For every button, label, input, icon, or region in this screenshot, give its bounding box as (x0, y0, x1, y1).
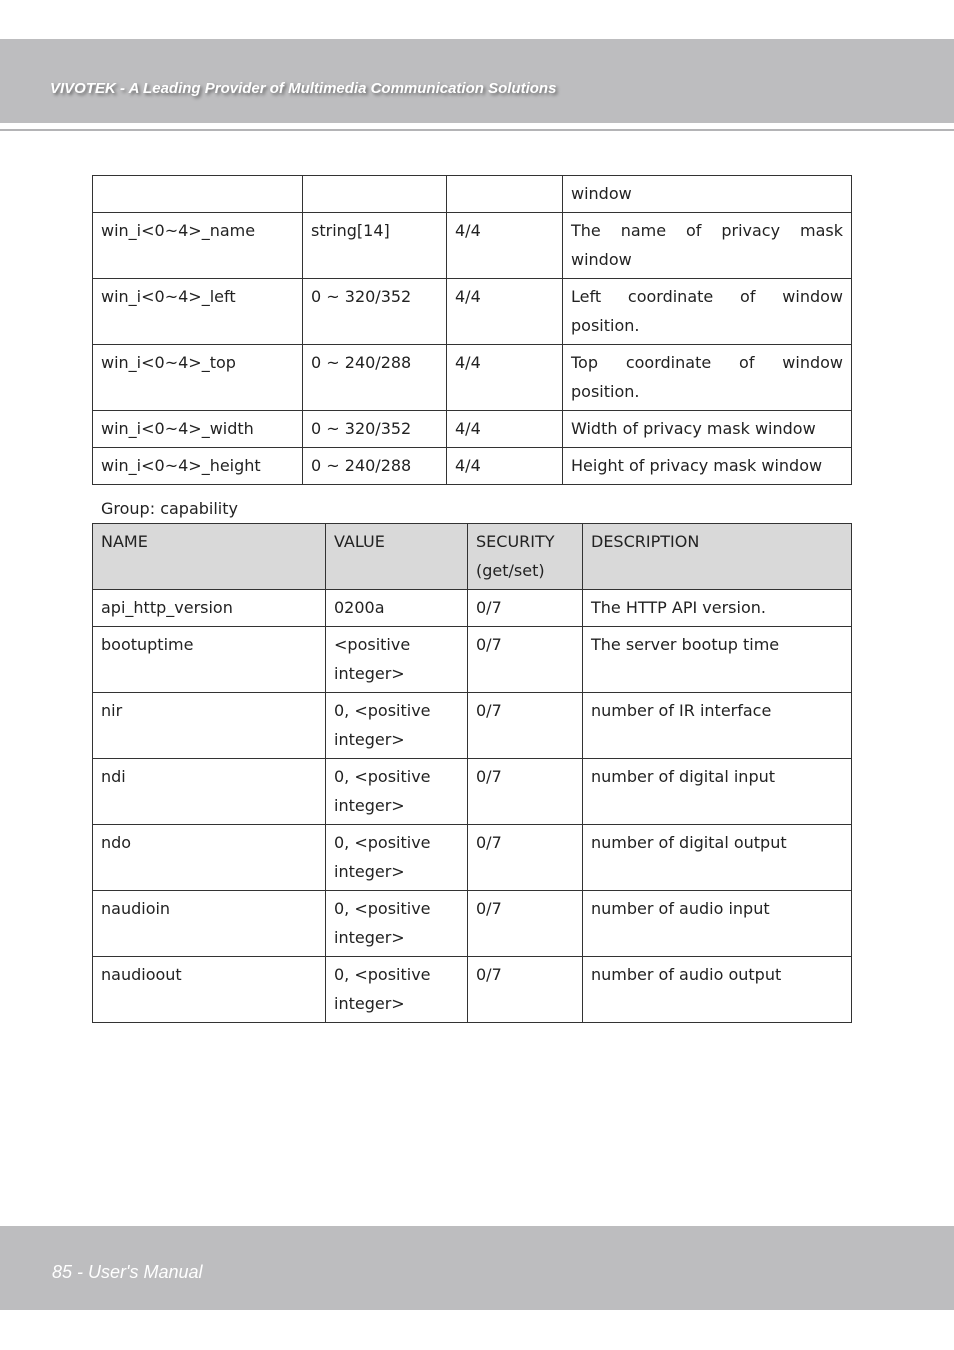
table-row (93, 411, 852, 448)
description-cell: The name of privacy mask window (563, 213, 852, 279)
value-cell: string[14] (303, 213, 447, 279)
header-title: VIVOTEK - A Leading Provider of Multimedia Communication Solutions (50, 80, 557, 97)
table-row (93, 825, 852, 891)
value-cell: 0, <positive integer> (326, 891, 468, 957)
security-cell: 0/7 (468, 693, 583, 759)
table-row (93, 176, 852, 213)
capability-table (92, 523, 852, 1023)
name-cell: ndi (93, 759, 326, 825)
name-cell (93, 176, 303, 213)
security-cell: 0/7 (468, 627, 583, 693)
table-row (93, 891, 852, 957)
table-row (93, 759, 852, 825)
table-row (93, 627, 852, 693)
description-cell: Height of privacy mask window (563, 448, 852, 485)
name-cell: win_i<0~4>_top (93, 345, 303, 411)
description-cell: Left coordinate of window position. (563, 279, 852, 345)
description-cell: number of audio output (583, 957, 852, 1023)
name-cell: win_i<0~4>_left (93, 279, 303, 345)
table-row (93, 590, 852, 627)
description-cell: number of digital input (583, 759, 852, 825)
name-cell: win_i<0~4>_width (93, 411, 303, 448)
table-row (93, 693, 852, 759)
security-cell: 0/7 (468, 759, 583, 825)
security-cell: 0/7 (468, 825, 583, 891)
table-row (93, 345, 852, 411)
security-cell: 0/7 (468, 957, 583, 1023)
page-number-footer: 85 - User's Manual (52, 1262, 203, 1282)
column-header-security: SECURITY (get/set) (468, 524, 583, 590)
name-cell: win_i<0~4>_name (93, 213, 303, 279)
description-cell: number of audio input (583, 891, 852, 957)
value-cell: 0 ~ 320/352 (303, 279, 447, 345)
security-cell: 4/4 (447, 213, 563, 279)
table-row (93, 448, 852, 485)
value-cell: 0 ~ 320/352 (303, 411, 447, 448)
value-cell: 0, <positive integer> (326, 957, 468, 1023)
description-cell: The HTTP API version. (583, 590, 852, 627)
column-header-value: VALUE (326, 524, 468, 590)
table-row (93, 279, 852, 345)
value-cell: 0, <positive integer> (326, 693, 468, 759)
description-cell: number of IR interface (583, 693, 852, 759)
group-label: Group: capability (101, 499, 238, 518)
column-header-description: DESCRIPTION (583, 524, 852, 590)
name-cell: nir (93, 693, 326, 759)
header-divider (0, 129, 954, 131)
name-cell: naudioout (93, 957, 326, 1023)
table-row (93, 957, 852, 1023)
name-cell: win_i<0~4>_height (93, 448, 303, 485)
name-cell: bootuptime (93, 627, 326, 693)
value-cell: 0200a (326, 590, 468, 627)
value-cell: 0, <positive integer> (326, 759, 468, 825)
security-cell: 0/7 (468, 590, 583, 627)
table-row (93, 213, 852, 279)
description-cell: number of digital output (583, 825, 852, 891)
security-cell: 4/4 (447, 448, 563, 485)
security-cell: 4/4 (447, 411, 563, 448)
value-cell: <positive integer> (326, 627, 468, 693)
security-cell: 4/4 (447, 279, 563, 345)
value-cell: 0 ~ 240/288 (303, 448, 447, 485)
name-cell: naudioin (93, 891, 326, 957)
description-cell: Width of privacy mask window (563, 411, 852, 448)
table-header-row (93, 524, 852, 590)
security-cell: 4/4 (447, 345, 563, 411)
name-cell: ndo (93, 825, 326, 891)
privacy-mask-table (92, 175, 852, 485)
value-cell (303, 176, 447, 213)
description-cell: The server bootup time (583, 627, 852, 693)
value-cell: 0 ~ 240/288 (303, 345, 447, 411)
security-cell: 0/7 (468, 891, 583, 957)
name-cell: api_http_version (93, 590, 326, 627)
column-header-name: NAME (93, 524, 326, 590)
value-cell: 0, <positive integer> (326, 825, 468, 891)
description-cell: Top coordinate of window position. (563, 345, 852, 411)
description-cell: window (563, 176, 852, 213)
security-cell (447, 176, 563, 213)
